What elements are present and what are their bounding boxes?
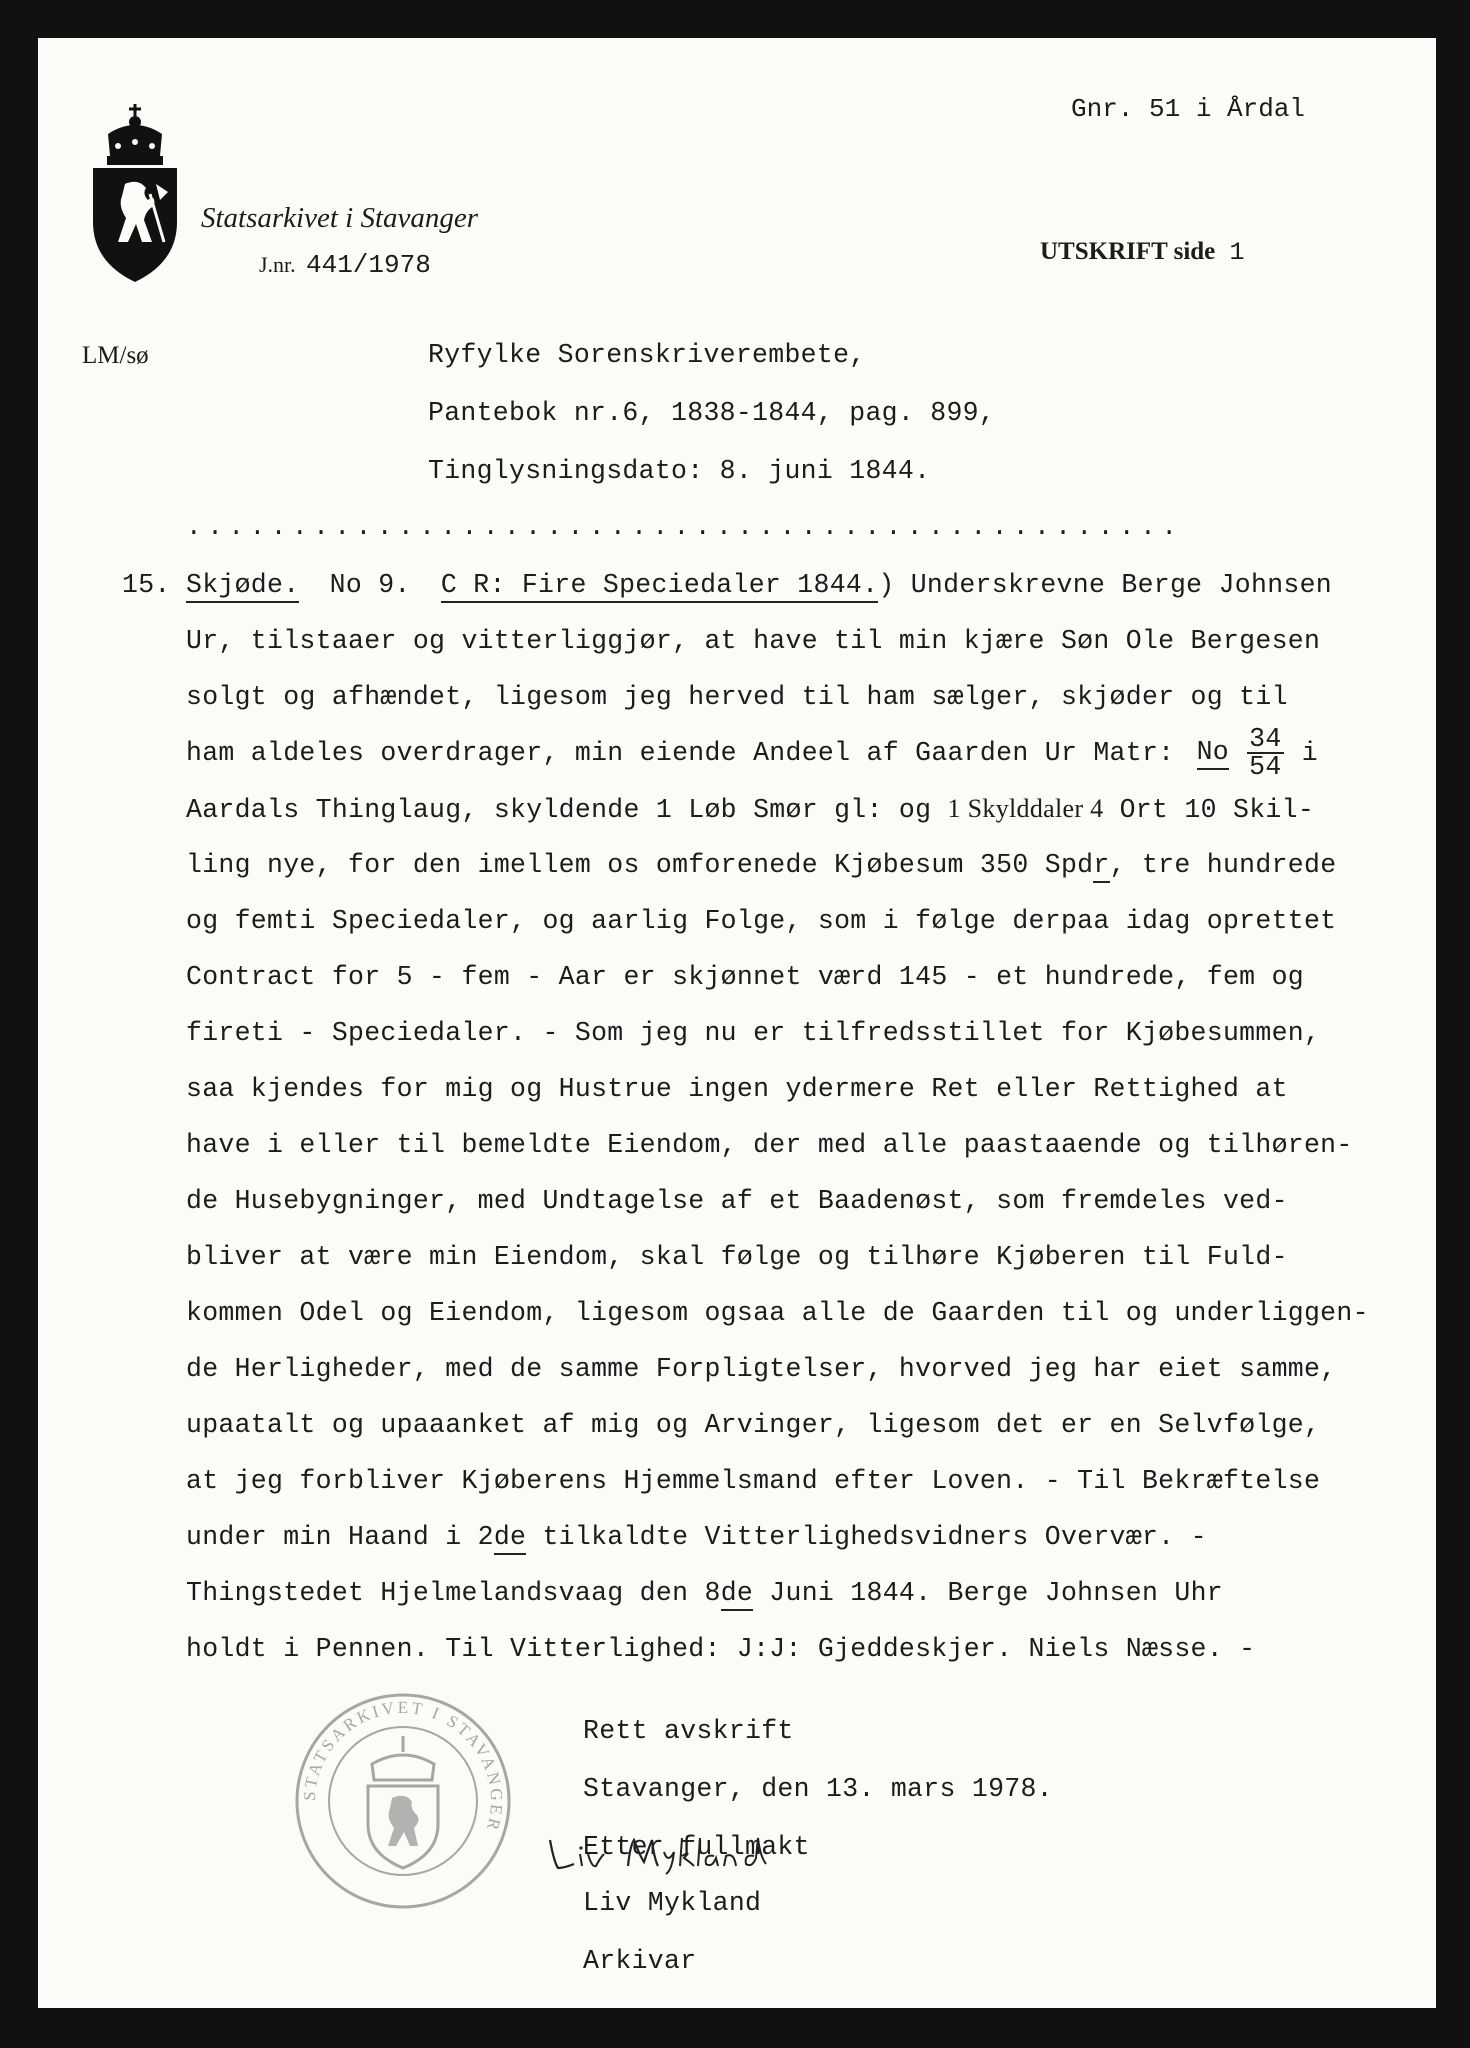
entry-line-16: upaatalt og upaaanket af mig og Arvinger, ligesom det er en Selvfølge, xyxy=(186,1410,1321,1440)
entry-line-4-text: ham aldeles overdrager, min eiende Andeel af Gaarden Ur Matr: xyxy=(186,738,1175,768)
entry-line-3: solgt og afhændet, ligesom jeg herved til ham sælger, skjøder og til xyxy=(186,682,1288,712)
seal-text: STATSARKIVET I STAVANGER xyxy=(299,1697,507,1835)
entry-line-2: Ur, tilstaaer og vitterliggjør, at have til min kjære Søn Ole Bergesen xyxy=(186,626,1321,656)
entry-line-19-de: de xyxy=(721,1578,753,1611)
deed-number: No 9. xyxy=(329,570,411,600)
entry-line-5-b: 1 Skylddaler 4 xyxy=(947,794,1104,823)
matr-no: No xyxy=(1197,737,1229,770)
entry-line-18-a: under min Haand i 2 xyxy=(186,1522,494,1552)
journal-number: 441/1978 xyxy=(306,250,431,280)
entry-number: 15. xyxy=(122,570,171,600)
entry-line-18-de: de xyxy=(494,1522,526,1555)
entry-line-8: Contract for 5 - fem - Aar er skjønnet værd 145 - et hundrede, fem og xyxy=(186,962,1304,992)
entry-line-13: bliver at være min Eiendom, skal følge og tilhøre Kjøberen til Fuld- xyxy=(186,1242,1288,1272)
entry-line-10: saa kjendes for mig og Hustrue ingen ydermere Ret eller Rettighed at xyxy=(186,1074,1288,1104)
coat-of-arms-icon xyxy=(90,102,180,284)
document-page xyxy=(38,38,1436,2008)
entry-line-14: kommen Odel og Eiendom, ligesom ogsaa alle de Gaarden til og underliggen- xyxy=(186,1298,1369,1328)
handwritten-signature xyxy=(544,1832,784,1876)
entry-line-18-b: tilkaldte Vitterlighedsvidners Overvær. - xyxy=(526,1522,1207,1552)
entry-line-19-b: Juni 1844. Berge Johnsen Uhr xyxy=(753,1578,1223,1608)
utskrift-page: 1 xyxy=(1229,238,1245,267)
journal-number-label: J.nr. xyxy=(259,252,296,277)
signatory-title: Arkivar xyxy=(583,1946,697,1976)
entry-line-5-c: Ort 10 Skil- xyxy=(1119,795,1315,825)
entry-line-4 xyxy=(186,726,1318,780)
entry-line-1-rest: ) Underskrevne Berge Johnsen xyxy=(878,570,1333,600)
entry-line-6-a: ling nye, for den imellem os omforenede Kjøbesum 350 Spd xyxy=(186,850,1094,880)
transcript-page-label xyxy=(1040,238,1245,267)
signatory-name: Liv Mykland xyxy=(583,1888,762,1918)
entry-line-4-end: i xyxy=(1301,738,1318,768)
entry-line-5-a: Aardals Thinglaug, skyldende 1 Løb Smør gl: og xyxy=(186,795,932,825)
entry-line-19 xyxy=(186,1578,1223,1608)
entry-line-9: fireti - Speciedaler. - Som jeg nu er tilfredsstillet for Kjøbesummen, xyxy=(186,1018,1321,1048)
source-line-2: Pantebok nr.6, 1838-1844, pag. 899, xyxy=(428,398,996,428)
dotted-separator: ............................................... xyxy=(186,512,1183,542)
entry-line-1 xyxy=(186,570,1332,600)
entry-line-6-b: , tre hundrede xyxy=(1109,850,1337,880)
entry-line-11: have i eller til bemeldte Eiendom, der med alle paastaaende og tilhøren- xyxy=(186,1130,1353,1160)
source-line-3: Tinglysningsdato: 8. juni 1844. xyxy=(428,456,931,486)
matr-fraction xyxy=(1247,726,1283,780)
entry-line-19-a: Thingstedet Hjelmelandsvaag den 8 xyxy=(186,1578,721,1608)
fraction-denominator: 54 xyxy=(1249,752,1282,782)
utskrift-label: UTSKRIFT side xyxy=(1040,238,1216,265)
deed-label: Skjøde. xyxy=(186,570,299,603)
entry-line-5 xyxy=(186,794,1314,825)
deed-fee: C R: Fire Speciedaler 1844. xyxy=(441,570,878,603)
certified-copy: Rett avskrift xyxy=(583,1716,794,1746)
entry-line-20: holdt i Pennen. Til Vitterlighed: J:J: Gjeddeskjer. Niels Næsse. - xyxy=(186,1634,1256,1664)
farm-number: Gnr. 51 i Årdal xyxy=(1071,94,1306,124)
fraction-numerator: 34 xyxy=(1249,724,1282,754)
place-date: Stavanger, den 13. mars 1978. xyxy=(583,1774,1053,1804)
archive-seal-stamp xyxy=(292,1690,514,1912)
entry-line-6-r: r xyxy=(1093,850,1109,883)
by-authority: Etter fullmakt xyxy=(583,1832,810,1862)
entry-line-7: og femti Speciedaler, og aarlig Folge, som i følge derpaa idag oprettet xyxy=(186,906,1337,936)
entry-line-12: de Husebygninger, med Undtagelse af et Baadenøst, som fremdeles ved- xyxy=(186,1186,1288,1216)
archive-name: Statsarkivet i Stavanger xyxy=(201,202,479,234)
entry-line-17: at jeg forbliver Kjøberens Hjemmelsmand efter Loven. - Til Bekræftelse xyxy=(186,1466,1321,1496)
entry-line-18 xyxy=(186,1522,1207,1552)
initials: LM/sø xyxy=(82,342,149,369)
source-line-1: Ryfylke Sorenskriverembete, xyxy=(428,340,866,370)
entry-line-15: de Herligheder, med de samme Forpligtelser, hvorved jeg har eiet samme, xyxy=(186,1354,1337,1384)
entry-line-6 xyxy=(186,850,1336,880)
